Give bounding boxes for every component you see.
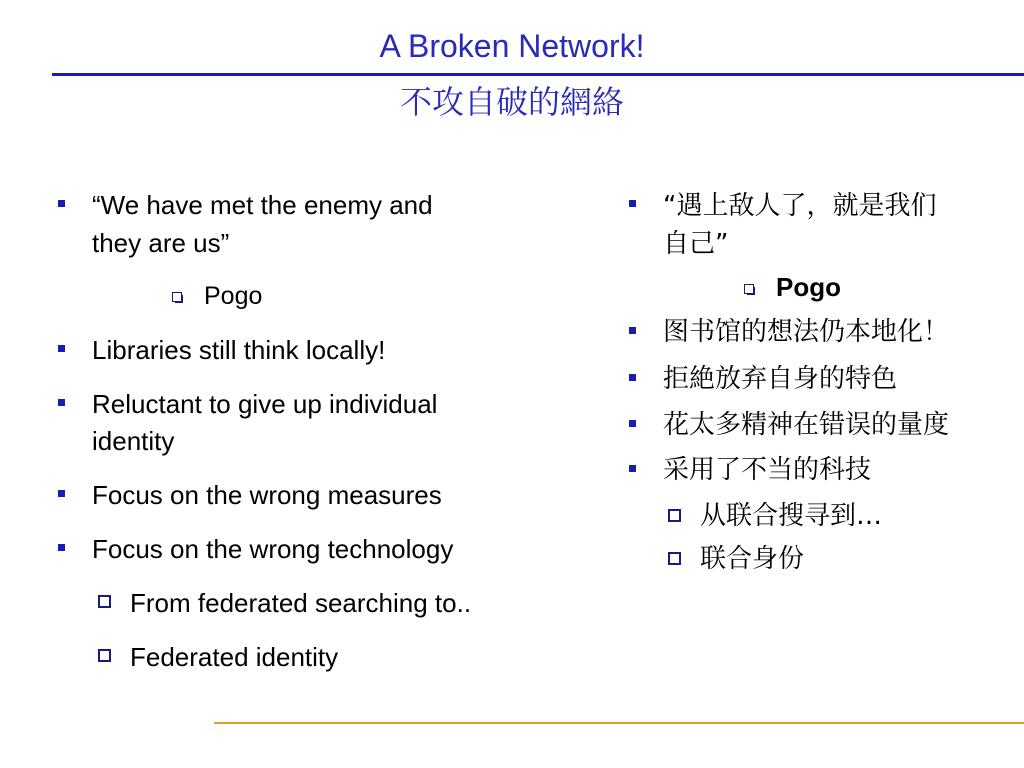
- sub-bullet-text: From federated searching to..: [130, 588, 472, 618]
- sub-bullet-text: 联合身份: [700, 544, 805, 574]
- sub-bullet-text: Pogo: [204, 282, 263, 310]
- bullet-text: “遇上敌人了，就是我们: [663, 191, 937, 221]
- bullet-text: Focus on the wrong technology: [92, 534, 454, 564]
- square-bullet-icon: [629, 374, 636, 381]
- hollow-square-bullet-icon: [744, 284, 754, 294]
- sub-bullet-text: 从联合搜寻到…: [700, 501, 883, 531]
- sub-bullet-text: Federated identity: [130, 642, 339, 672]
- hollow-square-bullet-icon: [668, 509, 681, 522]
- bullet-text: Focus on the wrong measures: [92, 480, 442, 510]
- square-bullet-icon: [629, 465, 636, 472]
- bullet-text: “We have met the enemy and: [92, 190, 433, 220]
- sub-bullet-text: Pogo: [776, 272, 841, 302]
- hollow-square-bullet-icon: [172, 292, 182, 302]
- hollow-square-bullet-icon: [98, 595, 111, 608]
- square-bullet-icon: [629, 327, 636, 334]
- square-bullet-icon: [629, 420, 636, 427]
- bullet-text: they are us”: [92, 228, 230, 258]
- square-bullet-icon: [58, 544, 65, 551]
- slide-title: A Broken Network!: [379, 28, 645, 64]
- bullet-text: 自己”: [663, 229, 729, 259]
- square-bullet-icon: [629, 200, 636, 207]
- hollow-square-bullet-icon: [98, 649, 111, 662]
- bullet-text: 花太多精神在错误的量度: [663, 410, 950, 440]
- footer-accent-line: [214, 722, 1024, 724]
- square-bullet-icon: [58, 200, 65, 207]
- square-bullet-icon: [58, 490, 65, 497]
- bullet-text: 拒絶放弃自身的特色: [663, 364, 898, 394]
- square-bullet-icon: [58, 399, 65, 406]
- title-divider: [52, 73, 1024, 76]
- bullet-text: 图书馆的想法仍本地化！: [663, 317, 950, 347]
- bullet-text: Reluctant to give up individual: [92, 389, 438, 419]
- bullet-text: identity: [92, 426, 175, 456]
- hollow-square-bullet-icon: [668, 552, 681, 565]
- bullet-text: Libraries still think locally!: [92, 335, 386, 365]
- square-bullet-icon: [58, 345, 65, 352]
- bullet-text: 采用了不当的科技: [663, 455, 872, 485]
- slide-title-chinese: 不攻自破的網絡: [399, 83, 624, 121]
